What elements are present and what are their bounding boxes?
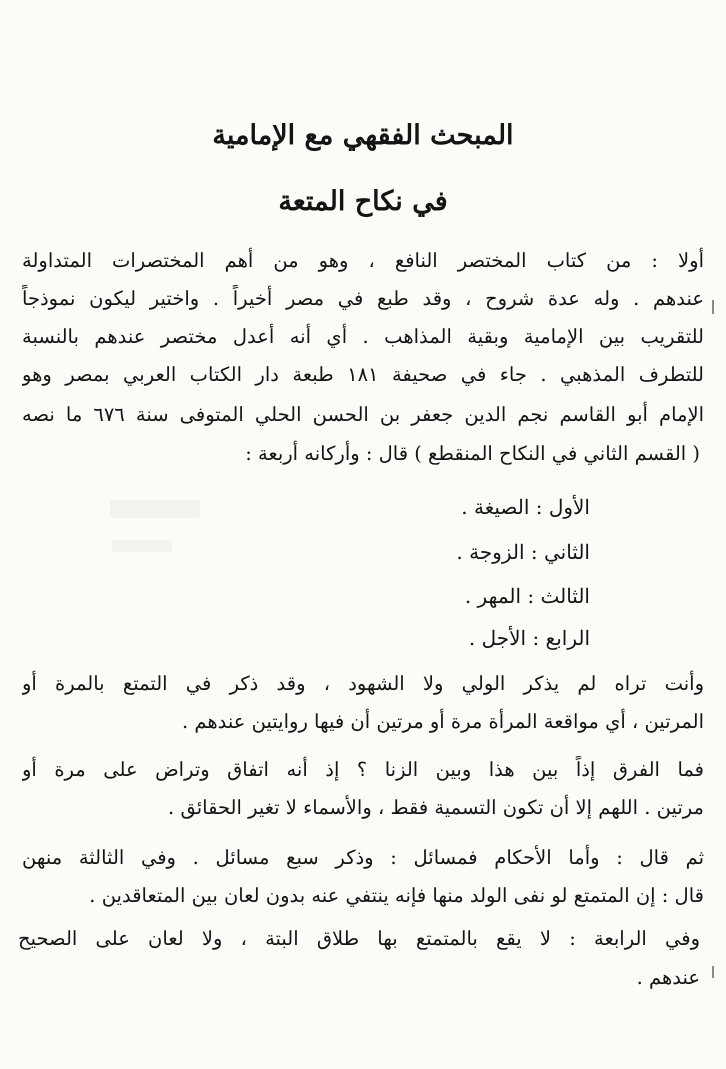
body-line: عندهم . وله عدة شروح ، وقد طبع في مصر أخيراً . واختير ليكون نموذجاً	[22, 287, 704, 310]
body-line: أولا : من كتاب المختصر النافع ، وهو من أهم المختصرات المتداولة	[22, 249, 704, 272]
paper-smudge	[110, 500, 200, 518]
pillar-item: الثالث : المهر .	[464, 584, 590, 608]
body-line: قال : إن المتمتع لو نفى الولد منها فإنه ينتفي عنه بدون لعان بين المتعاقدين .	[89, 884, 704, 907]
body-line: مرتين . اللهم إلا أن تكون التسمية فقط ، والأسماء لا تغير الحقائق .	[168, 796, 704, 819]
pillar-item: الرابع : الأجل .	[468, 626, 590, 650]
body-line: وفي الرابعة : لا يقع بالمتمتع بها طلاق البتة ، ولا لعان على الصحيح	[18, 927, 700, 950]
page-edge-mark	[712, 966, 714, 978]
paper-smudge	[112, 540, 172, 552]
body-line: عندهم .	[636, 966, 700, 989]
body-line: للتقريب بين الإمامية وبقية المذاهب . أي أنه أعدل مختصر عندهم بالنسبة	[22, 325, 704, 348]
chapter-subtitle: في نكاح المتعة	[278, 186, 448, 217]
body-line: فما الفرق إذاً بين هذا وبين الزنا ؟ إذ أنه اتفاق وتراض على مرة أو	[22, 758, 704, 781]
body-line: الإمام أبو القاسم نجم الدين جعفر بن الحسن الحلي المتوفى سنة ٦٧٦ ما نصه	[22, 403, 704, 426]
pillar-item: الأول : الصيغة .	[461, 495, 590, 519]
body-line: للتطرف المذهبي . جاء في صحيفة ١٨١ طبعة دار الكتاب العربي بمصر وهو	[22, 363, 704, 386]
pillar-item: الثاني : الزوجة .	[456, 540, 590, 564]
body-line: ثم قال : وأما الأحكام فمسائل : وذكر سبع مسائل . وفي الثالثة منهن	[22, 846, 704, 869]
body-line: ( القسم الثاني في النكاح المنقطع ) قال : وأركانه أربعة :	[245, 442, 700, 465]
page-edge-mark	[712, 300, 714, 314]
chapter-title: المبحث الفقهي مع الإمامية	[212, 120, 514, 151]
body-line: وأنت تراه لم يذكر الولي ولا الشهود ، وقد ذكر في التمتع بالمرة أو	[22, 672, 704, 695]
body-line: المرتين ، أي مواقعة المرأة مرة أو مرتين أن فيها روايتين عندهم .	[181, 710, 704, 733]
